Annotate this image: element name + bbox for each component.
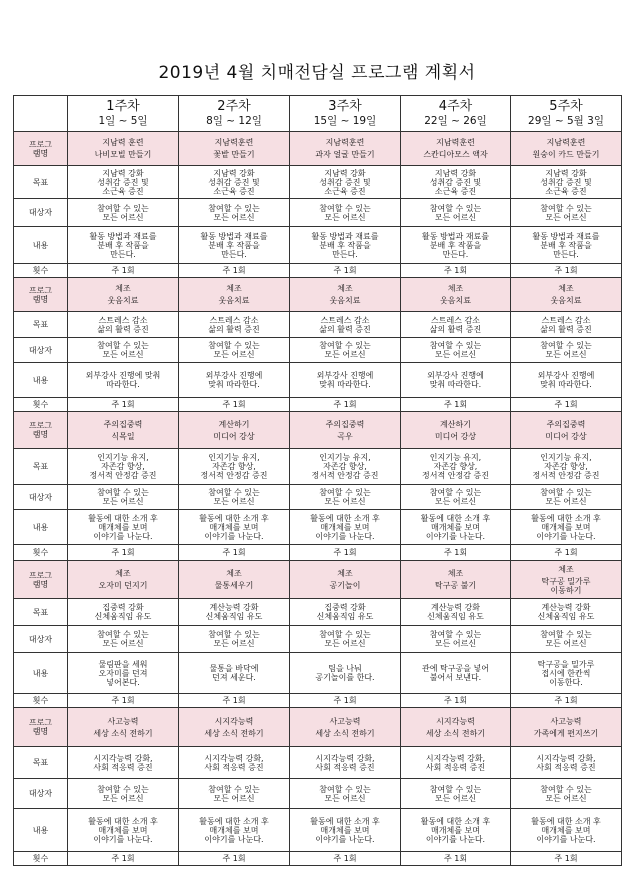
program-category: 계산하기 [218, 419, 250, 429]
week-label: 3주차 [328, 99, 362, 114]
target-cell: 참여할 수 있는 모든 어르신 [68, 338, 179, 363]
row-label: 대상자 [14, 779, 68, 809]
goal-cell: 지남력 강화 성취감 증진 및 소근육 증진 [290, 166, 401, 199]
program-title: 웃음치료 [550, 296, 582, 305]
content-cell: 외부강사 진행에 맞춰 따라한다. [290, 363, 401, 398]
content-cell: 활동 방법과 재료를 분배 후 작품을 만든다. [68, 227, 179, 264]
week-header [290, 96, 401, 132]
program-category: 체조 [226, 569, 242, 578]
program-category: 체조 [337, 569, 353, 578]
target-cell: 참여할 수 있는 모든 어르신 [290, 626, 401, 653]
frequency-cell: 주 1회 [68, 852, 179, 866]
target-row [14, 485, 622, 510]
target-cell: 참여할 수 있는 모든 어르신 [290, 199, 401, 227]
program-cell [179, 561, 290, 599]
content-cell: 활동에 대한 소개 후 매개체를 보며 이야기를 나눈다. [68, 809, 179, 852]
program-title: 원숭이 카드 만들기 [532, 150, 600, 159]
frequency-cell: 주 1회 [179, 398, 290, 412]
goal-cell: 시지각능력 강화, 사회 적응력 증진 [68, 747, 179, 779]
target-cell: 참여할 수 있는 모든 어르신 [401, 338, 511, 363]
frequency-row [14, 852, 622, 866]
target-row [14, 199, 622, 227]
goal-row [14, 312, 622, 338]
frequency-row [14, 694, 622, 708]
content-row [14, 653, 622, 694]
program-cell [290, 278, 401, 312]
row-label: 내용 [14, 510, 68, 545]
program-title: 웃음치료 [440, 296, 471, 305]
frequency-cell: 주 1회 [68, 694, 179, 708]
goal-cell: 집중력 강화 신체움직임 유도 [290, 599, 401, 626]
frequency-cell: 주 1회 [511, 545, 622, 561]
program-cell [290, 561, 401, 599]
frequency-cell: 주 1회 [179, 694, 290, 708]
program-title: 세상 소식 전하기 [204, 728, 264, 738]
target-cell: 참여할 수 있는 모든 어르신 [401, 626, 511, 653]
goal-cell: 시지각능력 강화, 사회 적응력 증진 [511, 747, 622, 779]
program-title: 공기놀이 [329, 581, 361, 590]
program-category: 지남력훈련 [325, 138, 365, 147]
week-header [511, 96, 622, 132]
content-cell: 활동에 대한 소개 후 매개체를 보며 이야기를 나눈다. [179, 510, 290, 545]
program-title: 가족에게 편지쓰기 [533, 728, 599, 738]
goal-row [14, 449, 622, 485]
program-cell [290, 708, 401, 747]
program-category: 사고능력 [329, 716, 361, 726]
program-title: 과자 얼굴 만들기 [315, 150, 375, 159]
goal-cell: 시지각능력 강화, 사회 적응력 증진 [290, 747, 401, 779]
frequency-cell: 주 1회 [290, 694, 401, 708]
content-row [14, 227, 622, 264]
frequency-cell: 주 1회 [511, 398, 622, 412]
program-title: 웃음치료 [218, 296, 250, 305]
content-cell: 활동에 대한 소개 후 매개체를 보며 이야기를 나눈다. [401, 510, 511, 545]
frequency-cell: 주 1회 [290, 398, 401, 412]
week-dates: 8일 ~ 12일 [206, 115, 262, 127]
row-label: 대상자 [14, 338, 68, 363]
program-cell [290, 132, 401, 166]
target-cell: 참여할 수 있는 모든 어르신 [401, 779, 511, 809]
target-cell: 참여할 수 있는 모든 어르신 [179, 626, 290, 653]
program-name-row [14, 278, 622, 312]
program-cell [179, 708, 290, 747]
program-cell [511, 412, 622, 449]
row-label: 내용 [14, 363, 68, 398]
program-cell [511, 132, 622, 166]
target-cell: 참여할 수 있는 모든 어르신 [511, 779, 622, 809]
program-category: 체조 [115, 569, 131, 578]
frequency-row [14, 398, 622, 412]
row-label: 프로그 램명 [14, 561, 68, 599]
target-cell: 참여할 수 있는 모든 어르신 [68, 199, 179, 227]
target-row [14, 338, 622, 363]
target-row [14, 779, 622, 809]
content-cell: 물통을 바닥에 던져 세운다. [179, 653, 290, 694]
target-cell: 참여할 수 있는 모든 어르신 [179, 485, 290, 510]
program-category: 시지각능력 [214, 716, 254, 726]
header-row [14, 96, 622, 132]
row-label: 내용 [14, 653, 68, 694]
program-category: 사고능력 [107, 716, 139, 726]
content-cell: 외부강사 진행에 맞춰 따라한다. [179, 363, 290, 398]
program-category: 지남력훈련 [436, 138, 475, 147]
target-cell: 참여할 수 있는 모든 어르신 [511, 485, 622, 510]
target-cell: 참여할 수 있는 모든 어르신 [179, 199, 290, 227]
goal-cell: 인지기능 유지, 자존감 향상, 정서적 안정감 증진 [179, 449, 290, 485]
frequency-cell: 주 1회 [68, 545, 179, 561]
program-category: 체조 [447, 284, 464, 293]
goal-cell: 스트레스 감소 삶의 활력 증진 [68, 312, 179, 338]
content-cell: 물림판을 세워 오자미를 던져 넣어본다. [68, 653, 179, 694]
week-dates: 1일 ~ 5일 [98, 115, 148, 127]
content-cell: 활동에 대한 소개 후 매개체를 보며 이야기를 나눈다. [290, 809, 401, 852]
content-cell: 활동에 대한 소개 후 매개체를 보며 이야기를 나눈다. [290, 510, 401, 545]
content-cell: 팀을 나눠 공기놀이를 한다. [290, 653, 401, 694]
target-cell: 참여할 수 있는 모든 어르신 [68, 485, 179, 510]
program-title: 나비모빌 만들기 [94, 150, 152, 159]
row-label: 프로그 램명 [14, 708, 68, 747]
program-title: 오자미 던지기 [98, 581, 148, 590]
frequency-row [14, 545, 622, 561]
goal-cell: 인지기능 유지, 자존감 향상, 정서적 안정감 증진 [68, 449, 179, 485]
target-cell: 참여할 수 있는 모든 어르신 [179, 338, 290, 363]
target-cell: 참여할 수 있는 모든 어르신 [179, 779, 290, 809]
program-cell [511, 708, 622, 747]
frequency-cell: 주 1회 [401, 545, 511, 561]
goal-cell: 지남력 강화 성취감 증진 및 소근육 증진 [511, 166, 622, 199]
frequency-cell: 주 1회 [511, 852, 622, 866]
goal-cell: 스트레스 감소 삶의 활력 증진 [401, 312, 511, 338]
program-category: 체조 [558, 284, 574, 293]
program-title: 스칸디아모스 액자 [423, 150, 488, 159]
program-title: 식목일 [111, 431, 135, 441]
program-cell [68, 412, 179, 449]
content-cell: 관에 탁구공을 넣어 불어서 보낸다. [401, 653, 511, 694]
content-row [14, 510, 622, 545]
frequency-cell: 주 1회 [179, 264, 290, 278]
content-cell: 활동 방법과 재료를 분배 후 작품을 만든다. [511, 227, 622, 264]
row-label: 횟수 [14, 545, 68, 561]
program-category: 주의집중력 [103, 419, 143, 429]
frequency-cell: 주 1회 [68, 398, 179, 412]
program-title: 미디어 강상 [434, 431, 477, 441]
goal-row [14, 599, 622, 626]
program-category: 지남력훈련 [546, 138, 586, 147]
week-label: 4주차 [438, 99, 473, 114]
program-cell [68, 708, 179, 747]
frequency-cell: 주 1회 [68, 264, 179, 278]
frequency-row [14, 264, 622, 278]
frequency-cell: 주 1회 [401, 398, 511, 412]
week-dates: 15일 ~ 19일 [313, 115, 377, 127]
program-cell [511, 561, 622, 599]
program-name-row [14, 561, 622, 599]
program-cell [290, 412, 401, 449]
goal-row [14, 747, 622, 779]
row-label: 목표 [14, 599, 68, 626]
target-row [14, 626, 622, 653]
frequency-cell: 주 1회 [179, 545, 290, 561]
goal-cell: 시지각능력 강화, 사회 적응력 증진 [179, 747, 290, 779]
goal-cell: 계산능력 강화 신체움직임 유도 [511, 599, 622, 626]
program-category: 체조 [115, 284, 131, 293]
program-name-row [14, 708, 622, 747]
program-cell [401, 278, 511, 312]
week-dates: 29일 ~ 5월 3일 [528, 115, 604, 127]
content-row [14, 809, 622, 852]
target-cell: 참여할 수 있는 모든 어르신 [290, 485, 401, 510]
frequency-cell: 주 1회 [290, 545, 401, 561]
goal-row [14, 166, 622, 199]
program-title: 웃음치료 [107, 296, 139, 305]
target-cell: 참여할 수 있는 모든 어르신 [401, 199, 511, 227]
program-cell [511, 278, 622, 312]
program-title: 세상 소식 전하기 [425, 728, 486, 738]
goal-cell: 스트레스 감소 삶의 활력 증진 [511, 312, 622, 338]
goal-cell: 스트레스 감소 삶의 활력 증진 [290, 312, 401, 338]
row-label: 프로그 램명 [14, 132, 68, 166]
program-cell [179, 278, 290, 312]
target-cell: 참여할 수 있는 모든 어르신 [511, 199, 622, 227]
program-title: 탁구공 불기 [434, 581, 477, 590]
content-cell: 외부강사 진행에 맞춰 따라한다. [401, 363, 511, 398]
goal-cell: 집중력 강화 신체움직임 유도 [68, 599, 179, 626]
program-cell [68, 278, 179, 312]
program-category: 체조 [226, 284, 242, 293]
program-title: 미디어 강상 [213, 431, 255, 441]
program-cell [68, 561, 179, 599]
program-category: 체조 [558, 564, 574, 574]
target-cell: 참여할 수 있는 모든 어르신 [68, 779, 179, 809]
corner-cell [14, 96, 68, 132]
week-label: 5주차 [549, 99, 583, 114]
program-category: 체조 [447, 569, 464, 578]
row-label: 대상자 [14, 626, 68, 653]
goal-cell: 지남력 강화 성취감 증진 및 소근육 증진 [179, 166, 290, 199]
goal-cell: 스트레스 감소 삶의 활력 증진 [179, 312, 290, 338]
program-title: 세상 소식 전하기 [93, 728, 153, 738]
week-label: 2주차 [217, 99, 251, 114]
program-category: 시지각능력 [436, 716, 475, 726]
week-header [401, 96, 511, 132]
content-cell: 외부강사 진행에 맞춰 따라한다. [511, 363, 622, 398]
content-cell: 외부강사 진행에 맞춰 따라한다. [68, 363, 179, 398]
content-cell: 활동 방법과 재료를 분배 후 작품을 만든다. [401, 227, 511, 264]
program-category: 지남력훈련 [214, 138, 254, 147]
row-label: 프로그 램명 [14, 278, 68, 312]
goal-cell: 시지각능력 강화, 사회 적응력 증진 [401, 747, 511, 779]
content-row [14, 363, 622, 398]
row-label: 프로그 램명 [14, 412, 68, 449]
content-cell: 활동 방법과 재료를 분배 후 작품을 만든다. [290, 227, 401, 264]
row-label: 목표 [14, 449, 68, 485]
program-category: 주의집중력 [546, 419, 586, 429]
frequency-cell: 주 1회 [179, 852, 290, 866]
program-category: 지남력 훈련 [102, 138, 144, 147]
program-plan-table [13, 95, 622, 866]
row-label: 내용 [14, 809, 68, 852]
goal-cell: 인지기능 유지, 자존감 향상, 정서적 안정감 증진 [401, 449, 511, 485]
goal-cell: 인지기능 유지, 자존감 향상, 정서적 안정감 증진 [290, 449, 401, 485]
frequency-cell: 주 1회 [290, 852, 401, 866]
row-label: 횟수 [14, 694, 68, 708]
frequency-cell: 주 1회 [401, 694, 511, 708]
program-title: 탁구공 밀가루 이동하기 [541, 576, 591, 595]
program-category: 체조 [337, 284, 353, 293]
target-cell: 참여할 수 있는 모든 어르신 [511, 626, 622, 653]
target-cell: 참여할 수 있는 모든 어르신 [511, 338, 622, 363]
goal-cell: 인지기능 유지, 자존감 향상, 정서적 안정감 증진 [511, 449, 622, 485]
program-cell [401, 708, 511, 747]
week-dates: 22일 ~ 26일 [424, 115, 487, 127]
program-category: 주의집중력 [325, 419, 365, 429]
row-label: 목표 [14, 312, 68, 338]
goal-cell: 계산능력 강화 신체움직임 유도 [179, 599, 290, 626]
frequency-cell: 주 1회 [290, 264, 401, 278]
program-category: 계산하기 [440, 419, 471, 429]
content-cell: 활동에 대한 소개 후 매개체를 보며 이야기를 나눈다. [179, 809, 290, 852]
row-label: 횟수 [14, 264, 68, 278]
program-name-row [14, 412, 622, 449]
target-cell: 참여할 수 있는 모든 어르신 [401, 485, 511, 510]
program-cell [401, 412, 511, 449]
frequency-cell: 주 1회 [511, 264, 622, 278]
program-cell [401, 132, 511, 166]
target-cell: 참여할 수 있는 모든 어르신 [290, 779, 401, 809]
row-label: 내용 [14, 227, 68, 264]
program-cell [179, 412, 290, 449]
content-cell: 활동에 대한 소개 후 매개체를 보며 이야기를 나눈다. [511, 510, 622, 545]
program-title: 꽃밭 만들기 [213, 150, 255, 159]
program-cell [68, 132, 179, 166]
program-title: 물통세우기 [214, 581, 254, 590]
row-label: 횟수 [14, 852, 68, 866]
program-cell [401, 561, 511, 599]
frequency-cell: 주 1회 [511, 694, 622, 708]
content-cell: 탁구공을 밀가루 접시에 한칸씩 이동한다. [511, 653, 622, 694]
program-title: 곡우 [337, 431, 353, 441]
plan-body [14, 132, 622, 866]
week-header [68, 96, 179, 132]
program-cell [179, 132, 290, 166]
row-label: 목표 [14, 166, 68, 199]
goal-cell: 계산능력 강화 신체움직임 유도 [401, 599, 511, 626]
row-label: 대상자 [14, 199, 68, 227]
goal-cell: 지남력 강화 성취감 증진 및 소근육 증진 [401, 166, 511, 199]
frequency-cell: 주 1회 [401, 852, 511, 866]
frequency-cell: 주 1회 [401, 264, 511, 278]
target-cell: 참여할 수 있는 모든 어르신 [68, 626, 179, 653]
program-title: 미디어 강상 [545, 431, 587, 441]
row-label: 횟수 [14, 398, 68, 412]
content-cell: 활동에 대한 소개 후 매개체를 보며 이야기를 나눈다. [401, 809, 511, 852]
program-name-row [14, 132, 622, 166]
content-cell: 활동 방법과 재료를 분배 후 작품을 만든다. [179, 227, 290, 264]
goal-cell: 지남력 강화 성취감 증진 및 소근육 증진 [68, 166, 179, 199]
target-cell: 참여할 수 있는 모든 어르신 [290, 338, 401, 363]
row-label: 대상자 [14, 485, 68, 510]
page-title: 2019년 4월 치매전담실 프로그램 계획서 [158, 63, 476, 83]
content-cell: 활동에 대한 소개 후 매개체를 보며 이야기를 나눈다. [68, 510, 179, 545]
week-header [179, 96, 290, 132]
week-label: 1주차 [106, 99, 140, 114]
row-label: 목표 [14, 747, 68, 779]
program-title: 웃음치료 [329, 296, 361, 305]
program-category: 사고능력 [550, 716, 582, 726]
content-cell: 활동에 대한 소개 후 매개체를 보며 이야기를 나눈다. [511, 809, 622, 852]
program-title: 세상 소식 전하기 [315, 728, 375, 738]
